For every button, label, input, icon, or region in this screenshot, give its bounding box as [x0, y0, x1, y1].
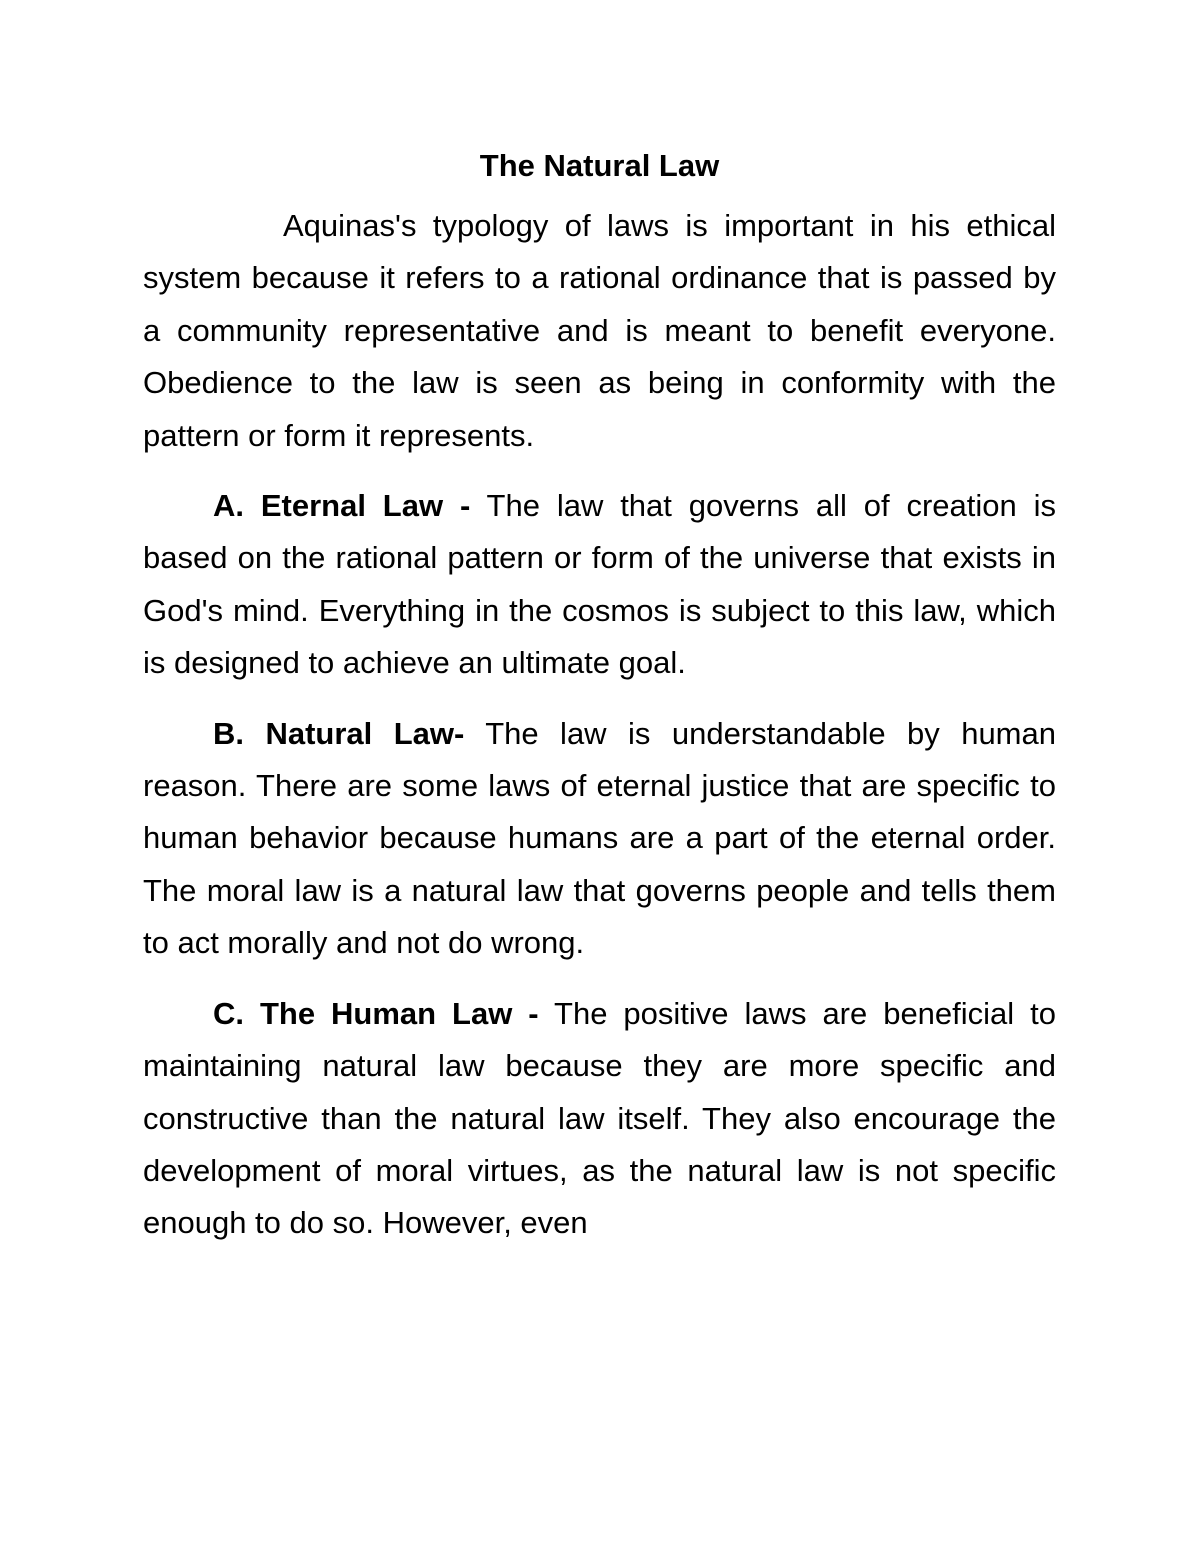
section-heading: C. The Human Law -	[213, 995, 539, 1031]
document-page	[143, 140, 1056, 1250]
section-heading: A. Eternal Law -	[213, 488, 471, 524]
section-body: The law is understandable by human reason. There are some laws of eternal justice that are specific to human behavior because humans are a part of the eternal order. The moral law is a natural law that governs people and tells them to act morally and not do wrong.	[143, 715, 1056, 961]
intro-paragraph: Aquinas's typology of laws is important in his ethical system because it refers to a rational ordinance that is passed by a community representative and is meant to benefit everyone. Obedience to the law is seen as being in conformity with the pattern or form it represents.	[143, 208, 1056, 453]
section-eternal-law	[143, 480, 1056, 690]
section-heading: B. Natural Law-	[213, 715, 465, 751]
section-body: The law that governs all of creation is based on the rational pattern or form of the universe that exists in God's mind. Everything in the cosmos is subject to this law, which is designed to achieve an ultimate goal.	[143, 488, 1056, 681]
section-human-law	[143, 988, 1056, 1250]
section-body: The positive laws are beneficial to maintaining natural law because they are more specific and constructive than the natural law itself. They also encourage the development of moral virtues, as the natural law is not specific enough to do so. However, even	[143, 995, 1056, 1241]
section-natural-law	[143, 708, 1056, 970]
document-title: The Natural Law	[479, 148, 720, 183]
